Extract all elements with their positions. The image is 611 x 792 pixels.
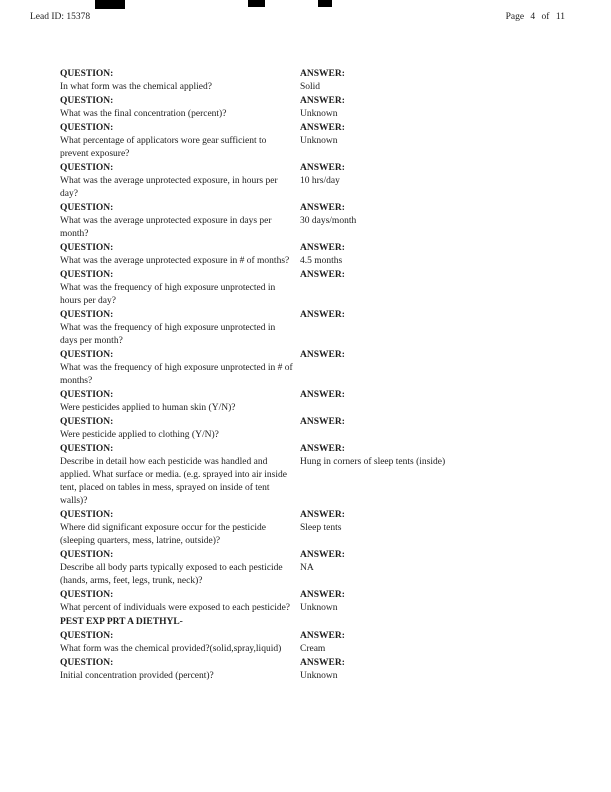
answer-label: ANSWER:: [300, 658, 345, 668]
question-column: [60, 122, 300, 161]
question-label: QUESTION:: [60, 417, 114, 427]
qa-list: [0, 68, 611, 683]
question-label: QUESTION:: [60, 270, 114, 280]
answer-text: 10 hrs/day: [300, 176, 340, 186]
question-text: Where did significant exposure occur for the pesticide (sleeping quarters, mess, latrine, outside)?: [60, 523, 267, 546]
qa-block: [60, 202, 571, 241]
question-label: QUESTION:: [60, 163, 114, 173]
question-column: [60, 349, 300, 388]
qa-block: [60, 589, 571, 615]
question-column: [60, 389, 300, 415]
answer-label: ANSWER:: [300, 510, 345, 520]
question-column: [60, 269, 300, 308]
answer-label: ANSWER:: [300, 350, 345, 360]
answer-column: [300, 443, 571, 508]
answer-label: ANSWER:: [300, 444, 345, 454]
question-column: [60, 416, 300, 442]
question-label: QUESTION:: [60, 510, 114, 520]
answer-label: ANSWER:: [300, 417, 345, 427]
answer-column: [300, 349, 571, 388]
question-text: Describe all body parts typically exposed to each pesticide (hands, arms, feet, legs, trunk, neck)?: [60, 563, 283, 586]
answer-label: ANSWER:: [300, 123, 345, 133]
question-column: [60, 657, 300, 683]
answer-column: [300, 509, 571, 548]
answer-label: ANSWER:: [300, 390, 345, 400]
scan-artifact-mark: [318, 0, 332, 7]
question-label: QUESTION:: [60, 390, 114, 400]
scan-artifact-mark: [248, 0, 265, 7]
answer-column: [300, 549, 571, 588]
qa-block: [60, 68, 571, 94]
qa-block: [60, 349, 571, 388]
qa-block: [60, 630, 571, 656]
question-column: [60, 309, 300, 348]
answer-column: [300, 242, 571, 268]
answer-label: ANSWER:: [300, 590, 345, 600]
qa-block: [60, 549, 571, 588]
answer-column: [300, 202, 571, 241]
question-label: QUESTION:: [60, 444, 114, 454]
answer-text: 30 days/month: [300, 216, 357, 226]
answer-text: Unknown: [300, 671, 338, 681]
question-label: QUESTION:: [60, 350, 114, 360]
question-text: What percent of individuals were exposed to each pesticide?: [60, 603, 291, 613]
answer-label: ANSWER:: [300, 310, 345, 320]
question-label: QUESTION:: [60, 243, 114, 253]
question-text: What percentage of applicators wore gear sufficient to prevent exposure?: [60, 136, 267, 159]
question-label: QUESTION:: [60, 69, 114, 79]
answer-label: ANSWER:: [300, 243, 345, 253]
answer-column: [300, 162, 571, 201]
question-text: In what form was the chemical applied?: [60, 82, 212, 92]
answer-text: Unknown: [300, 136, 338, 146]
question-column: [60, 589, 300, 615]
question-label: QUESTION:: [60, 203, 114, 213]
answer-label: ANSWER:: [300, 631, 345, 641]
answer-label: ANSWER:: [300, 69, 345, 79]
answer-text: 4.5 months: [300, 256, 343, 266]
answer-text: Solid: [300, 82, 321, 92]
question-text: What form was the chemical provided?(solid,spray,liquid): [60, 644, 282, 654]
question-label: QUESTION:: [60, 310, 114, 320]
qa-block: [60, 309, 571, 348]
question-text: Were pesticides applied to human skin (Y/N)?: [60, 403, 236, 413]
answer-column: [300, 122, 571, 161]
question-label: QUESTION:: [60, 550, 114, 560]
answer-column: [300, 416, 571, 442]
page-number-label: Page 4 of 11: [505, 12, 565, 22]
answer-column: [300, 68, 571, 94]
qa-block: [60, 162, 571, 201]
question-label: QUESTION:: [60, 123, 114, 133]
question-label: QUESTION:: [60, 590, 114, 600]
question-text: What was the frequency of high exposure unprotected in days per month?: [60, 323, 276, 346]
answer-label: ANSWER:: [300, 550, 345, 560]
qa-block: [60, 443, 571, 508]
question-label: QUESTION:: [60, 658, 114, 668]
question-column: [60, 68, 300, 94]
qa-block: [60, 657, 571, 683]
qa-block: [60, 242, 571, 268]
question-column: [60, 162, 300, 201]
question-column: [60, 202, 300, 241]
question-column: [60, 509, 300, 548]
answer-text: Hung in corners of sleep tents (inside): [300, 457, 446, 467]
answer-text: NA: [300, 563, 314, 573]
answer-label: ANSWER:: [300, 163, 345, 173]
lead-id-label: Lead ID: 15378: [30, 12, 91, 22]
qa-block: [60, 122, 571, 161]
question-text: Initial concentration provided (percent)?: [60, 671, 214, 681]
answer-column: [300, 309, 571, 348]
answer-column: [300, 589, 571, 615]
answer-column: [300, 269, 571, 308]
page-header: [0, 0, 611, 23]
qa-block: [60, 389, 571, 415]
question-text: What was the average unprotected exposure, in hours per day?: [60, 176, 278, 199]
answer-column: [300, 657, 571, 683]
question-label: QUESTION:: [60, 631, 114, 641]
qa-block: [60, 269, 571, 308]
qa-block: [60, 416, 571, 442]
qa-block: [60, 509, 571, 548]
answer-label: ANSWER:: [300, 96, 345, 106]
question-column: [60, 242, 300, 268]
question-column: [60, 549, 300, 588]
answer-column: [300, 95, 571, 121]
qa-block: [60, 95, 571, 121]
question-column: [60, 630, 300, 656]
scan-artifact-mark: [95, 0, 125, 9]
question-text: What was the average unprotected exposure in days per month?: [60, 216, 272, 239]
question-column: [60, 443, 300, 508]
section-title: PEST EXP PRT A DIETHYL-: [60, 617, 183, 627]
question-column: [60, 95, 300, 121]
answer-text: Sleep tents: [300, 523, 342, 533]
question-label: QUESTION:: [60, 96, 114, 106]
answer-column: [300, 630, 571, 656]
answer-text: Unknown: [300, 109, 338, 119]
question-text: What was the frequency of high exposure unprotected in hours per day?: [60, 283, 276, 306]
question-text: Were pesticide applied to clothing (Y/N)?: [60, 430, 219, 440]
answer-label: ANSWER:: [300, 203, 345, 213]
question-text: What was the average unprotected exposure in # of months?: [60, 256, 290, 266]
answer-text: Cream: [300, 644, 326, 654]
answer-column: [300, 389, 571, 415]
answer-label: ANSWER:: [300, 270, 345, 280]
question-text: Describe in detail how each pesticide was handled and applied. What surface or media. (e.g. sprayed into air inside tent, placed on tables in mess, sprayed on inside of tent walls)?: [60, 457, 287, 506]
question-text: What was the frequency of high exposure unprotected in # of months?: [60, 363, 293, 386]
question-text: What was the final concentration (percent)?: [60, 109, 227, 119]
answer-text: Unknown: [300, 603, 338, 613]
